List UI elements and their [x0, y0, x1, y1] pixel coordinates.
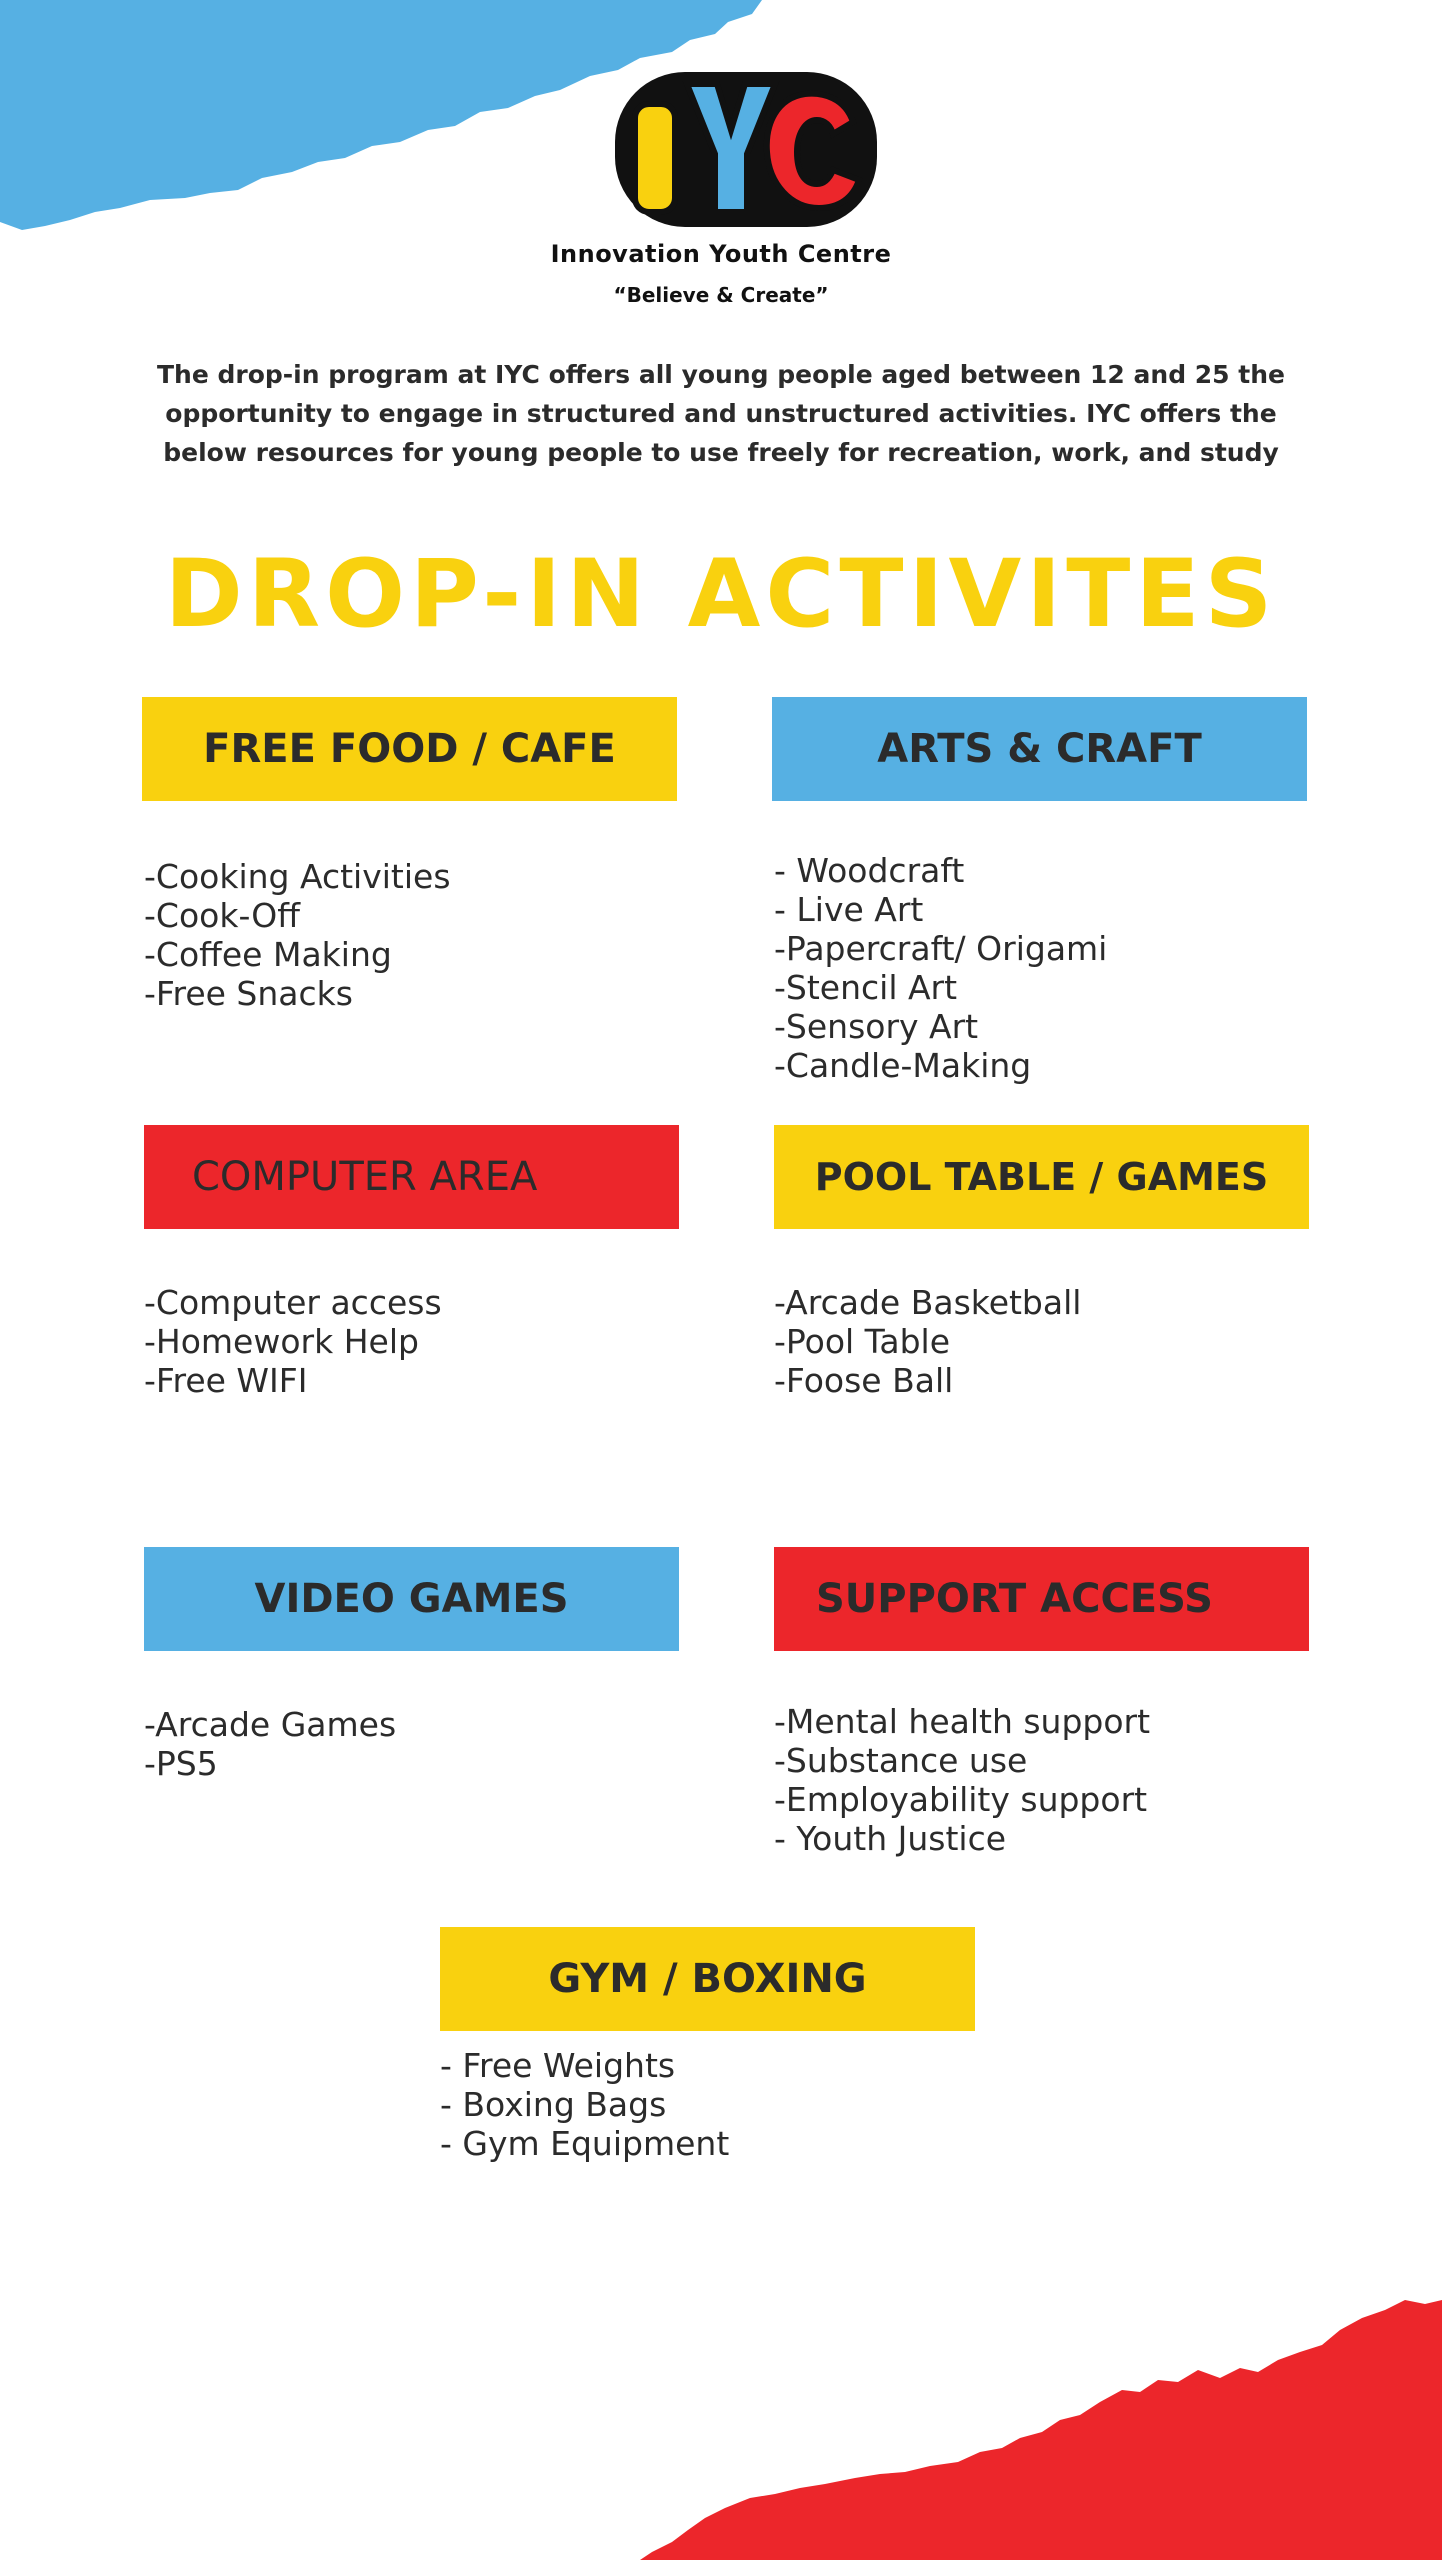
list-item: - Live Art — [774, 890, 924, 929]
section-header-support-access: SUPPORT ACCESS — [774, 1547, 1309, 1651]
list-item: -Arcade Games — [144, 1705, 397, 1744]
list-item: -Computer access — [144, 1283, 442, 1322]
list-item: - Gym Equipment — [440, 2124, 730, 2163]
list-item: -Employability support — [774, 1780, 1148, 1819]
section-header-pool-table: POOL TABLE / GAMES — [774, 1125, 1309, 1229]
list-item: -PS5 — [144, 1744, 218, 1783]
section-list-support-access — [774, 1702, 1150, 1858]
section-list-arts-craft — [774, 851, 1107, 1085]
list-item: -Papercraft/ Origami — [774, 929, 1108, 968]
list-item: -Foose Ball — [774, 1361, 954, 1400]
section-list-computer-area — [144, 1283, 442, 1400]
list-item: -Homework Help — [144, 1322, 419, 1361]
section-header-arts-craft: ARTS & CRAFT — [772, 697, 1307, 801]
list-item: - Free Weights — [440, 2046, 676, 2085]
list-item: -Sensory Art — [774, 1007, 979, 1046]
list-item: -Arcade Basketball — [774, 1283, 1082, 1322]
intro-paragraph: The drop-in program at IYC offers all young people aged between 12 and 25 the opportunity to engage in structured and unstructured activities. IYC offers the below resources for young people to use freely for recreation, work, and study — [156, 360, 1285, 467]
list-item: -Cooking Activities — [144, 857, 451, 896]
section-header-gym-boxing: GYM / BOXING — [440, 1927, 975, 2031]
iyc-logo — [605, 52, 885, 237]
list-item: -Mental health support — [774, 1702, 1151, 1741]
red-paint-splash — [640, 2300, 1442, 2560]
section-list-free-food — [144, 857, 451, 1013]
section-header-computer-area: COMPUTER AREA — [144, 1125, 679, 1229]
list-item: -Stencil Art — [774, 968, 958, 1007]
section-header-free-food: FREE FOOD / CAFE — [142, 697, 677, 801]
section-list-pool-table — [774, 1283, 1081, 1400]
list-item: -Coffee Making — [144, 935, 392, 974]
list-item: - Woodcraft — [774, 851, 965, 890]
list-item: - Boxing Bags — [440, 2085, 667, 2124]
section-header-video-games: VIDEO GAMES — [144, 1547, 679, 1651]
list-item: -Cook-Off — [144, 896, 300, 935]
section-list-video-games — [144, 1705, 396, 1783]
list-item: -Free Snacks — [144, 974, 353, 1013]
list-item: -Free WIFI — [144, 1361, 308, 1400]
org-name: Innovation Youth Centre — [550, 240, 892, 268]
org-tagline: “Believe & Create” — [613, 283, 829, 307]
list-item: -Substance use — [774, 1741, 1028, 1780]
list-item: -Candle-Making — [774, 1046, 1032, 1085]
list-item: - Youth Justice — [774, 1819, 1007, 1858]
list-item: -Pool Table — [774, 1322, 951, 1361]
page-title: DROP-IN ACTIVITES — [164, 540, 1278, 649]
section-list-gym-boxing — [440, 2046, 729, 2163]
